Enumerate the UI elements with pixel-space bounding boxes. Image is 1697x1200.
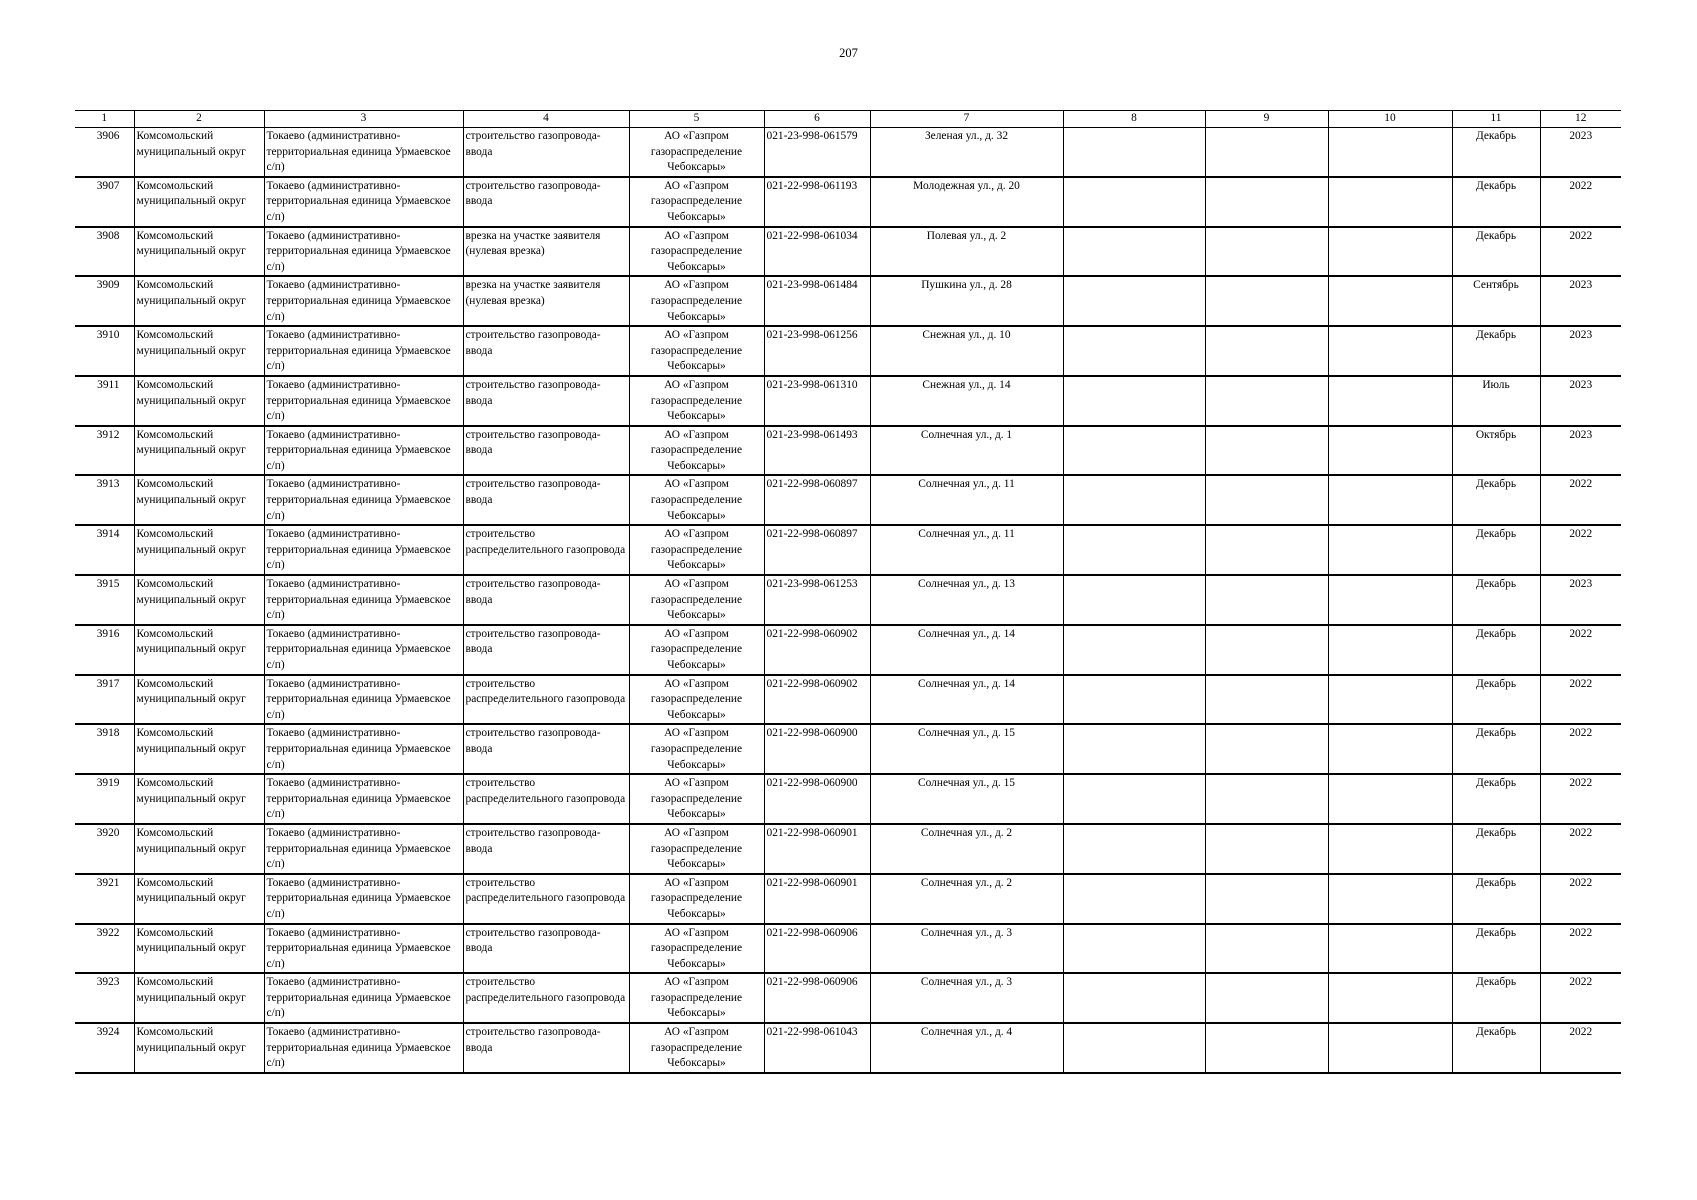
column-9-cell — [1205, 426, 1328, 476]
month-cell: Декабрь — [1452, 1023, 1540, 1073]
column-10-cell — [1328, 177, 1452, 227]
month-cell: Декабрь — [1452, 874, 1540, 924]
column-10-cell — [1328, 525, 1452, 575]
address-cell: Пушкина ул., д. 28 — [870, 276, 1063, 326]
year-cell: 2023 — [1540, 276, 1621, 326]
year-cell: 2022 — [1540, 874, 1621, 924]
operator-cell: АО «Газпром газораспределение Чебоксары» — [629, 376, 764, 426]
row-number-cell: 3918 — [75, 724, 134, 774]
application-code-cell: 021-23-998-061579 — [764, 128, 870, 177]
table-row — [75, 227, 1621, 277]
settlement-cell: Токаево (административно-территориальная единица Урмаевское с/п) — [264, 475, 463, 525]
address-cell: Зеленая ул., д. 32 — [870, 128, 1063, 177]
column-9-cell — [1205, 575, 1328, 625]
municipality-cell: Комсомольский муниципальный округ — [134, 326, 264, 376]
row-number-cell: 3919 — [75, 774, 134, 824]
year-cell: 2022 — [1540, 973, 1621, 1023]
work-type-cell: строительство газопровода-ввода — [463, 625, 629, 675]
settlement-cell: Токаево (административно-территориальная единица Урмаевское с/п) — [264, 924, 463, 974]
column-8-cell — [1063, 575, 1205, 625]
column-10-cell — [1328, 326, 1452, 376]
column-9-cell — [1205, 376, 1328, 426]
settlement-cell: Токаево (административно-территориальная единица Урмаевское с/п) — [264, 128, 463, 177]
work-type-cell: строительство газопровода-ввода — [463, 724, 629, 774]
month-cell: Декабрь — [1452, 824, 1540, 874]
column-10-cell — [1328, 973, 1452, 1023]
year-cell: 2022 — [1540, 774, 1621, 824]
address-cell: Солнечная ул., д. 2 — [870, 824, 1063, 874]
column-10-cell — [1328, 575, 1452, 625]
municipality-cell: Комсомольский муниципальный округ — [134, 724, 264, 774]
month-cell: Декабрь — [1452, 924, 1540, 974]
work-type-cell: строительство распределительного газопровода — [463, 774, 629, 824]
municipality-cell: Комсомольский муниципальный округ — [134, 774, 264, 824]
month-cell: Декабрь — [1452, 973, 1540, 1023]
row-number-cell: 3907 — [75, 177, 134, 227]
month-cell: Декабрь — [1452, 724, 1540, 774]
municipality-cell: Комсомольский муниципальный округ — [134, 525, 264, 575]
row-number-cell: 3906 — [75, 128, 134, 177]
work-type-cell: строительство газопровода-ввода — [463, 475, 629, 525]
year-cell: 2022 — [1540, 227, 1621, 277]
column-8-cell — [1063, 824, 1205, 874]
month-cell: Декабрь — [1452, 475, 1540, 525]
column-header: 8 — [1063, 111, 1205, 128]
column-9-cell — [1205, 874, 1328, 924]
row-number-cell: 3920 — [75, 824, 134, 874]
work-type-cell: строительство газопровода-ввода — [463, 177, 629, 227]
column-header: 5 — [629, 111, 764, 128]
column-8-cell — [1063, 924, 1205, 974]
row-number-cell: 3909 — [75, 276, 134, 326]
column-9-cell — [1205, 326, 1328, 376]
municipality-cell: Комсомольский муниципальный округ — [134, 227, 264, 277]
table-row — [75, 824, 1621, 874]
operator-cell: АО «Газпром газораспределение Чебоксары» — [629, 177, 764, 227]
table-row — [75, 128, 1621, 177]
municipality-cell: Комсомольский муниципальный округ — [134, 973, 264, 1023]
work-type-cell: врезка на участке заявителя (нулевая врезка) — [463, 227, 629, 277]
column-10-cell — [1328, 227, 1452, 277]
column-8-cell — [1063, 426, 1205, 476]
column-8-cell — [1063, 177, 1205, 227]
operator-cell: АО «Газпром газораспределение Чебоксары» — [629, 227, 764, 277]
year-cell: 2022 — [1540, 675, 1621, 725]
table-row — [75, 376, 1621, 426]
year-cell: 2023 — [1540, 426, 1621, 476]
column-10-cell — [1328, 675, 1452, 725]
registry-table — [75, 110, 1621, 1074]
work-type-cell: строительство распределительного газопровода — [463, 874, 629, 924]
address-cell: Снежная ул., д. 14 — [870, 376, 1063, 426]
column-header: 10 — [1328, 111, 1452, 128]
column-10-cell — [1328, 774, 1452, 824]
column-8-cell — [1063, 376, 1205, 426]
column-10-cell — [1328, 625, 1452, 675]
municipality-cell: Комсомольский муниципальный округ — [134, 128, 264, 177]
work-type-cell: строительство газопровода-ввода — [463, 824, 629, 874]
column-9-cell — [1205, 625, 1328, 675]
row-number-cell: 3912 — [75, 426, 134, 476]
column-8-cell — [1063, 276, 1205, 326]
year-cell: 2023 — [1540, 376, 1621, 426]
column-10-cell — [1328, 376, 1452, 426]
municipality-cell: Комсомольский муниципальный округ — [134, 177, 264, 227]
address-cell: Солнечная ул., д. 14 — [870, 625, 1063, 675]
work-type-cell: строительство распределительного газопровода — [463, 973, 629, 1023]
application-code-cell: 021-22-998-061193 — [764, 177, 870, 227]
application-code-cell: 021-22-998-060901 — [764, 824, 870, 874]
table-row — [75, 774, 1621, 824]
column-10-cell — [1328, 475, 1452, 525]
municipality-cell: Комсомольский муниципальный округ — [134, 675, 264, 725]
application-code-cell: 021-23-998-061253 — [764, 575, 870, 625]
row-number-cell: 3923 — [75, 973, 134, 1023]
municipality-cell: Комсомольский муниципальный округ — [134, 924, 264, 974]
table-row — [75, 675, 1621, 725]
application-code-cell: 021-22-998-060902 — [764, 675, 870, 725]
municipality-cell: Комсомольский муниципальный округ — [134, 426, 264, 476]
settlement-cell: Токаево (административно-территориальная единица Урмаевское с/п) — [264, 326, 463, 376]
application-code-cell: 021-22-998-060900 — [764, 724, 870, 774]
operator-cell: АО «Газпром газораспределение Чебоксары» — [629, 625, 764, 675]
operator-cell: АО «Газпром газораспределение Чебоксары» — [629, 774, 764, 824]
column-header: 12 — [1540, 111, 1621, 128]
column-8-cell — [1063, 625, 1205, 675]
column-9-cell — [1205, 824, 1328, 874]
table-row — [75, 177, 1621, 227]
address-cell: Молодежная ул., д. 20 — [870, 177, 1063, 227]
column-10-cell — [1328, 128, 1452, 177]
settlement-cell: Токаево (административно-территориальная единица Урмаевское с/п) — [264, 426, 463, 476]
application-code-cell: 021-22-998-060901 — [764, 874, 870, 924]
settlement-cell: Токаево (административно-территориальная единица Урмаевское с/п) — [264, 973, 463, 1023]
application-code-cell: 021-23-998-061310 — [764, 376, 870, 426]
address-cell: Солнечная ул., д. 1 — [870, 426, 1063, 476]
operator-cell: АО «Газпром газораспределение Чебоксары» — [629, 276, 764, 326]
column-9-cell — [1205, 128, 1328, 177]
settlement-cell: Токаево (административно-территориальная единица Урмаевское с/п) — [264, 724, 463, 774]
address-cell: Солнечная ул., д. 11 — [870, 525, 1063, 575]
row-number-cell: 3921 — [75, 874, 134, 924]
row-number-cell: 3924 — [75, 1023, 134, 1073]
column-header: 4 — [463, 111, 629, 128]
column-header: 7 — [870, 111, 1063, 128]
operator-cell: АО «Газпром газораспределение Чебоксары» — [629, 924, 764, 974]
operator-cell: АО «Газпром газораспределение Чебоксары» — [629, 1023, 764, 1073]
application-code-cell: 021-22-998-061043 — [764, 1023, 870, 1073]
month-cell: Октябрь — [1452, 426, 1540, 476]
settlement-cell: Токаево (административно-территориальная единица Урмаевское с/п) — [264, 276, 463, 326]
settlement-cell: Токаево (административно-территориальная единица Урмаевское с/п) — [264, 675, 463, 725]
table-row — [75, 525, 1621, 575]
year-cell: 2023 — [1540, 128, 1621, 177]
column-9-cell — [1205, 924, 1328, 974]
year-cell: 2022 — [1540, 824, 1621, 874]
work-type-cell: строительство газопровода-ввода — [463, 1023, 629, 1073]
settlement-cell: Токаево (административно-территориальная единица Урмаевское с/п) — [264, 575, 463, 625]
work-type-cell: строительство газопровода-ввода — [463, 326, 629, 376]
year-cell: 2022 — [1540, 1023, 1621, 1073]
column-9-cell — [1205, 675, 1328, 725]
month-cell: Декабрь — [1452, 227, 1540, 277]
column-8-cell — [1063, 227, 1205, 277]
row-number-cell: 3911 — [75, 376, 134, 426]
municipality-cell: Комсомольский муниципальный округ — [134, 625, 264, 675]
operator-cell: АО «Газпром газораспределение Чебоксары» — [629, 426, 764, 476]
month-cell: Декабрь — [1452, 326, 1540, 376]
municipality-cell: Комсомольский муниципальный округ — [134, 575, 264, 625]
column-header: 2 — [134, 111, 264, 128]
column-8-cell — [1063, 1023, 1205, 1073]
column-9-cell — [1205, 475, 1328, 525]
work-type-cell: строительство газопровода-ввода — [463, 128, 629, 177]
column-8-cell — [1063, 874, 1205, 924]
column-9-cell — [1205, 973, 1328, 1023]
table-row — [75, 625, 1621, 675]
month-cell: Декабрь — [1452, 177, 1540, 227]
column-10-cell — [1328, 874, 1452, 924]
municipality-cell: Комсомольский муниципальный округ — [134, 276, 264, 326]
operator-cell: АО «Газпром газораспределение Чебоксары» — [629, 824, 764, 874]
address-cell: Солнечная ул., д. 13 — [870, 575, 1063, 625]
page-number: 207 — [839, 46, 858, 60]
settlement-cell: Токаево (административно-территориальная единица Урмаевское с/п) — [264, 177, 463, 227]
month-cell: Сентябрь — [1452, 276, 1540, 326]
operator-cell: АО «Газпром газораспределение Чебоксары» — [629, 724, 764, 774]
column-8-cell — [1063, 475, 1205, 525]
table-row — [75, 724, 1621, 774]
settlement-cell: Токаево (административно-территориальная единица Урмаевское с/п) — [264, 525, 463, 575]
municipality-cell: Комсомольский муниципальный округ — [134, 1023, 264, 1073]
column-8-cell — [1063, 326, 1205, 376]
column-8-cell — [1063, 973, 1205, 1023]
column-header: 3 — [264, 111, 463, 128]
column-8-cell — [1063, 774, 1205, 824]
column-10-cell — [1328, 824, 1452, 874]
operator-cell: АО «Газпром газораспределение Чебоксары» — [629, 575, 764, 625]
row-number-cell: 3908 — [75, 227, 134, 277]
column-8-cell — [1063, 724, 1205, 774]
header-row — [75, 111, 1621, 128]
column-9-cell — [1205, 724, 1328, 774]
column-10-cell — [1328, 924, 1452, 974]
municipality-cell: Комсомольский муниципальный округ — [134, 874, 264, 924]
month-cell: Июль — [1452, 376, 1540, 426]
application-code-cell: 021-23-998-061256 — [764, 326, 870, 376]
table-row — [75, 326, 1621, 376]
year-cell: 2022 — [1540, 724, 1621, 774]
work-type-cell: строительство газопровода-ввода — [463, 575, 629, 625]
operator-cell: АО «Газпром газораспределение Чебоксары» — [629, 128, 764, 177]
year-cell: 2023 — [1540, 575, 1621, 625]
application-code-cell: 021-22-998-060897 — [764, 475, 870, 525]
month-cell: Декабрь — [1452, 128, 1540, 177]
settlement-cell: Токаево (административно-территориальная единица Урмаевское с/п) — [264, 227, 463, 277]
column-header: 9 — [1205, 111, 1328, 128]
year-cell: 2022 — [1540, 625, 1621, 675]
operator-cell: АО «Газпром газораспределение Чебоксары» — [629, 326, 764, 376]
row-number-cell: 3917 — [75, 675, 134, 725]
column-header: 11 — [1452, 111, 1540, 128]
settlement-cell: Токаево (административно-территориальная единица Урмаевское с/п) — [264, 774, 463, 824]
application-code-cell: 021-22-998-060900 — [764, 774, 870, 824]
work-type-cell: строительство газопровода-ввода — [463, 426, 629, 476]
application-code-cell: 021-22-998-060902 — [764, 625, 870, 675]
table-body — [75, 128, 1621, 1073]
month-cell: Декабрь — [1452, 774, 1540, 824]
settlement-cell: Токаево (административно-территориальная единица Урмаевское с/п) — [264, 376, 463, 426]
application-code-cell: 021-22-998-060897 — [764, 525, 870, 575]
year-cell: 2022 — [1540, 177, 1621, 227]
table-row — [75, 276, 1621, 326]
column-9-cell — [1205, 177, 1328, 227]
settlement-cell: Токаево (административно-территориальная единица Урмаевское с/п) — [264, 1023, 463, 1073]
work-type-cell: строительство распределительного газопровода — [463, 525, 629, 575]
settlement-cell: Токаево (административно-территориальная единица Урмаевское с/п) — [264, 625, 463, 675]
table-row — [75, 426, 1621, 476]
row-number-cell: 3922 — [75, 924, 134, 974]
address-cell: Солнечная ул., д. 11 — [870, 475, 1063, 525]
application-code-cell: 021-23-998-061484 — [764, 276, 870, 326]
column-10-cell — [1328, 426, 1452, 476]
column-10-cell — [1328, 724, 1452, 774]
column-10-cell — [1328, 276, 1452, 326]
address-cell: Солнечная ул., д. 14 — [870, 675, 1063, 725]
table-row — [75, 575, 1621, 625]
month-cell: Декабрь — [1452, 675, 1540, 725]
column-9-cell — [1205, 774, 1328, 824]
table-row — [75, 1023, 1621, 1073]
address-cell: Солнечная ул., д. 15 — [870, 724, 1063, 774]
application-code-cell: 021-22-998-061034 — [764, 227, 870, 277]
address-cell: Полевая ул., д. 2 — [870, 227, 1063, 277]
settlement-cell: Токаево (административно-территориальная единица Урмаевское с/п) — [264, 824, 463, 874]
municipality-cell: Комсомольский муниципальный округ — [134, 824, 264, 874]
application-code-cell: 021-22-998-060906 — [764, 973, 870, 1023]
address-cell: Снежная ул., д. 10 — [870, 326, 1063, 376]
work-type-cell: врезка на участке заявителя (нулевая врезка) — [463, 276, 629, 326]
row-number-cell: 3913 — [75, 475, 134, 525]
work-type-cell: строительство газопровода-ввода — [463, 376, 629, 426]
table-row — [75, 924, 1621, 974]
column-10-cell — [1328, 1023, 1452, 1073]
column-9-cell — [1205, 276, 1328, 326]
address-cell: Солнечная ул., д. 3 — [870, 973, 1063, 1023]
column-9-cell — [1205, 1023, 1328, 1073]
operator-cell: АО «Газпром газораспределение Чебоксары» — [629, 525, 764, 575]
row-number-cell: 3914 — [75, 525, 134, 575]
address-cell: Солнечная ул., д. 4 — [870, 1023, 1063, 1073]
municipality-cell: Комсомольский муниципальный округ — [134, 376, 264, 426]
month-cell: Декабрь — [1452, 575, 1540, 625]
row-number-cell: 3910 — [75, 326, 134, 376]
settlement-cell: Токаево (административно-территориальная единица Урмаевское с/п) — [264, 874, 463, 924]
application-code-cell: 021-23-998-061493 — [764, 426, 870, 476]
column-9-cell — [1205, 525, 1328, 575]
operator-cell: АО «Газпром газораспределение Чебоксары» — [629, 675, 764, 725]
column-8-cell — [1063, 128, 1205, 177]
column-8-cell — [1063, 675, 1205, 725]
year-cell: 2022 — [1540, 525, 1621, 575]
year-cell: 2022 — [1540, 475, 1621, 525]
column-8-cell — [1063, 525, 1205, 575]
year-cell: 2023 — [1540, 326, 1621, 376]
column-9-cell — [1205, 227, 1328, 277]
operator-cell: АО «Газпром газораспределение Чебоксары» — [629, 973, 764, 1023]
operator-cell: АО «Газпром газораспределение Чебоксары» — [629, 874, 764, 924]
row-number-cell: 3916 — [75, 625, 134, 675]
column-header: 6 — [764, 111, 870, 128]
year-cell: 2022 — [1540, 924, 1621, 974]
month-cell: Декабрь — [1452, 525, 1540, 575]
column-header: 1 — [75, 111, 134, 128]
month-cell: Декабрь — [1452, 625, 1540, 675]
operator-cell: АО «Газпром газораспределение Чебоксары» — [629, 475, 764, 525]
address-cell: Солнечная ул., д. 2 — [870, 874, 1063, 924]
address-cell: Солнечная ул., д. 3 — [870, 924, 1063, 974]
work-type-cell: строительство распределительного газопровода — [463, 675, 629, 725]
table-row — [75, 973, 1621, 1023]
table-row — [75, 874, 1621, 924]
municipality-cell: Комсомольский муниципальный округ — [134, 475, 264, 525]
row-number-cell: 3915 — [75, 575, 134, 625]
table-header — [75, 111, 1621, 128]
address-cell: Солнечная ул., д. 15 — [870, 774, 1063, 824]
application-code-cell: 021-22-998-060906 — [764, 924, 870, 974]
table-row — [75, 475, 1621, 525]
work-type-cell: строительство газопровода-ввода — [463, 924, 629, 974]
